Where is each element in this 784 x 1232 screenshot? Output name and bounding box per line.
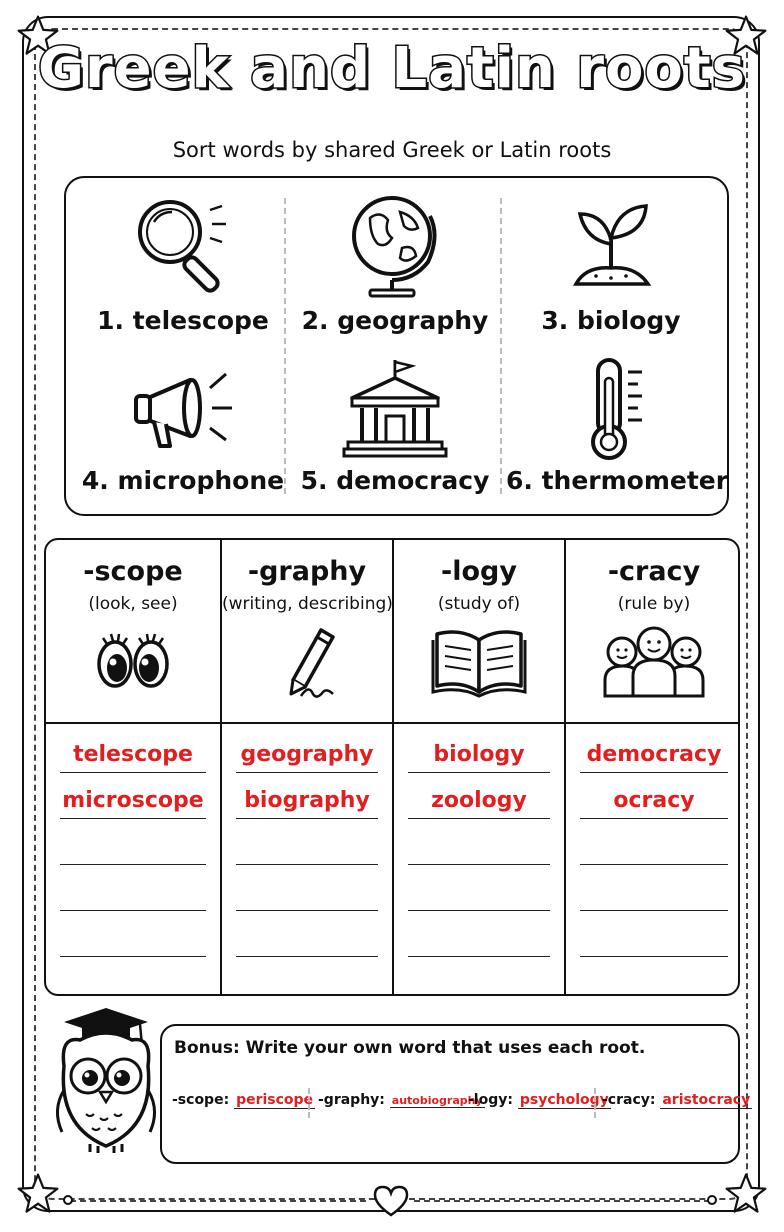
- answer-line[interactable]: [60, 784, 206, 819]
- root-column-logy: [394, 540, 564, 994]
- bonus-answer[interactable]: periscope: [236, 1092, 314, 1108]
- root-illustration: [222, 624, 392, 704]
- answer-line[interactable]: [236, 784, 378, 819]
- word-label: 1. telescope: [97, 306, 269, 335]
- answer-line[interactable]: [60, 876, 206, 911]
- owl-graduate-icon: [50, 1006, 160, 1156]
- answer-text: biography: [244, 788, 370, 813]
- answer-line[interactable]: [236, 830, 378, 865]
- root-name: -scope: [83, 556, 183, 587]
- root-meaning: (rule by): [617, 594, 691, 614]
- people-group-icon: [599, 624, 709, 700]
- word-card-democracy: [290, 358, 500, 495]
- answer-line[interactable]: [60, 738, 206, 773]
- root-column-cracy: [566, 540, 740, 994]
- answer-line[interactable]: [580, 960, 728, 995]
- answer-line[interactable]: [580, 738, 728, 773]
- bottom-dashed-line: [414, 1200, 710, 1202]
- answer-line[interactable]: [236, 960, 378, 995]
- bonus-box: [160, 1024, 751, 1164]
- answer-text: telescope: [73, 742, 193, 767]
- divider: [308, 1088, 310, 1118]
- root-illustration: [394, 624, 564, 704]
- answer-line[interactable]: [580, 830, 728, 865]
- government-building-icon: [340, 358, 450, 462]
- root-column-scope: [46, 540, 220, 994]
- word-label: 5. democracy: [300, 466, 490, 495]
- bonus-label: -logy:: [468, 1092, 513, 1108]
- word-card-geography: [290, 192, 500, 335]
- word-label: 6. thermometer: [506, 466, 729, 495]
- word-bank: [64, 176, 729, 516]
- answer-line[interactable]: [580, 784, 728, 819]
- pencil-icon: [267, 624, 347, 700]
- answer-line[interactable]: [408, 922, 550, 957]
- answer-line[interactable]: [580, 876, 728, 911]
- answer-text: ocracy: [613, 788, 695, 813]
- bonus-item-logy: [468, 1092, 611, 1109]
- answer-line[interactable]: [236, 738, 378, 773]
- root-column-graphy: [222, 540, 392, 994]
- thermometer-icon: [556, 358, 666, 462]
- word-label: 2. geography: [301, 306, 489, 335]
- bonus-label: -cracy:: [602, 1092, 656, 1108]
- word-card-telescope: [78, 192, 288, 335]
- open-book-icon: [429, 624, 529, 700]
- word-card-thermometer: [506, 358, 729, 495]
- bottom-dashed-line: [70, 1200, 366, 1202]
- word-label: 3. biology: [541, 306, 681, 335]
- sprout-icon: [556, 192, 666, 302]
- megaphone-icon: [128, 358, 238, 462]
- answer-line[interactable]: [408, 830, 550, 865]
- answer-line[interactable]: [236, 876, 378, 911]
- dot-icon: [62, 1194, 74, 1206]
- magnifying-glass-icon: [128, 192, 238, 302]
- answer-text: zoology: [431, 788, 527, 813]
- sort-table: [44, 538, 740, 996]
- answer-line[interactable]: [236, 922, 378, 957]
- root-meaning: (writing, describing): [222, 594, 393, 614]
- globe-icon: [340, 192, 450, 302]
- heart-icon: [372, 1184, 410, 1218]
- bonus-answer[interactable]: autobiography: [391, 1094, 483, 1107]
- bonus-answer[interactable]: aristocracy: [662, 1092, 751, 1108]
- page-subtitle: Sort words by shared Greek or Latin roots: [172, 138, 612, 162]
- word-card-microphone: [78, 358, 288, 495]
- root-meaning: (look, see): [88, 594, 178, 614]
- answer-line[interactable]: [408, 738, 550, 773]
- star-icon: [16, 1172, 60, 1216]
- star-icon: [724, 1172, 768, 1216]
- word-card-biology: [506, 192, 716, 335]
- bonus-label: -scope:: [172, 1092, 230, 1108]
- divider: [594, 1088, 596, 1118]
- root-illustration: [566, 624, 740, 704]
- word-label: 4. microphone: [81, 466, 285, 495]
- answer-text: microscope: [62, 788, 204, 813]
- bonus-item-scope: [172, 1092, 315, 1109]
- answer-line[interactable]: [60, 922, 206, 957]
- root-illustration: [46, 624, 220, 700]
- root-meaning: (study of): [437, 594, 521, 614]
- bonus-label: -graphy:: [318, 1092, 385, 1108]
- bonus-item-graphy: [318, 1092, 485, 1108]
- bonus-item-cracy: [602, 1092, 752, 1109]
- root-name: -logy: [441, 556, 517, 587]
- eyes-icon: [93, 624, 173, 696]
- answer-line[interactable]: [408, 960, 550, 995]
- root-name: -cracy: [607, 556, 701, 587]
- answer-text: biology: [433, 742, 525, 767]
- answer-line[interactable]: [408, 784, 550, 819]
- bonus-answer[interactable]: psychology: [519, 1092, 609, 1108]
- page-title: Greek and Latin roots: [38, 36, 746, 101]
- answer-text: geography: [240, 742, 374, 767]
- answer-line[interactable]: [60, 960, 206, 995]
- bonus-prompt: Bonus: Write your own word that uses each root.: [174, 1038, 646, 1058]
- answer-line[interactable]: [60, 830, 206, 865]
- root-name: -graphy: [247, 556, 367, 587]
- dot-icon: [706, 1194, 718, 1206]
- divider: [500, 198, 502, 494]
- answer-line[interactable]: [580, 922, 728, 957]
- answer-text: democracy: [586, 742, 722, 767]
- answer-line[interactable]: [408, 876, 550, 911]
